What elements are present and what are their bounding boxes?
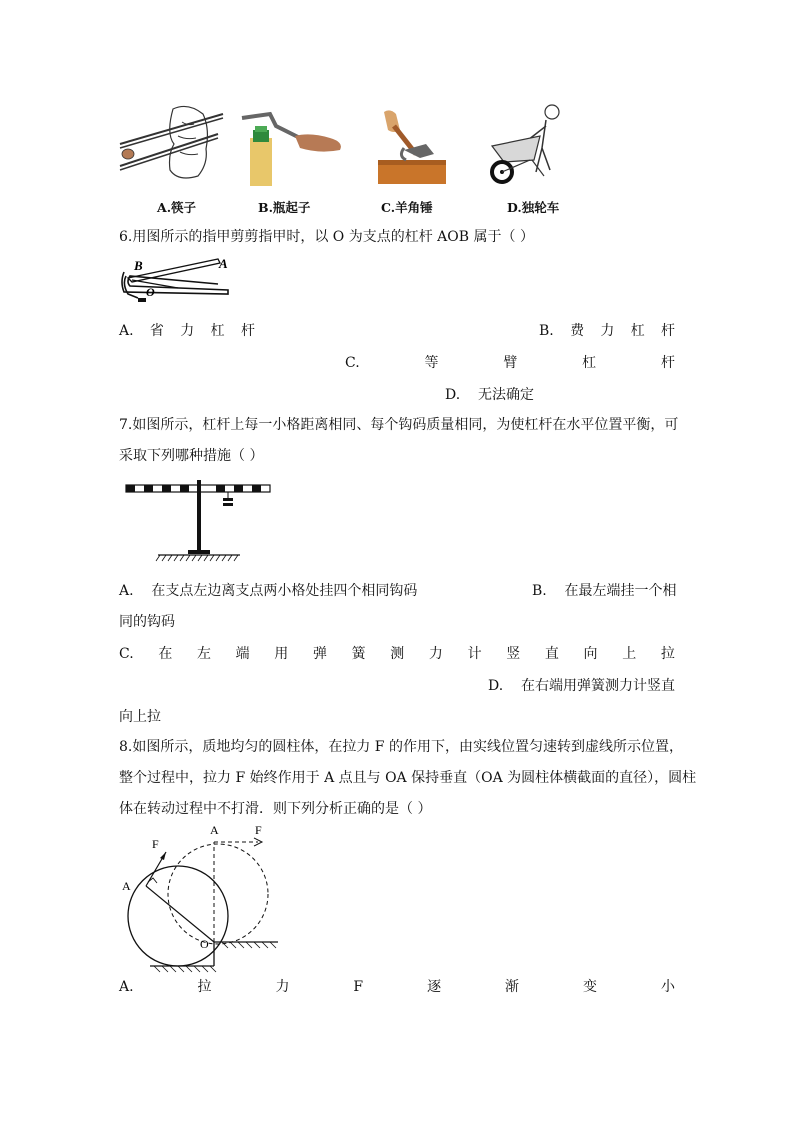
q6-option-c-char: C. [345,355,360,371]
q7-option-c-char: C. [119,646,134,662]
q6-label-b: B [134,258,143,273]
q7-option-b-part2[interactable]: 同的钩码 [119,614,175,630]
q8-stem-line2: 整个过程中，拉力 F 始终作用于 A 点且与 OA 保持垂直（OA 为圆柱体横截面的直径），圆柱 [119,770,697,786]
nail-clipper-figure [118,254,234,312]
q8-option-a-char: 小 [660,979,675,995]
q7-option-c-char: 计 [467,646,482,662]
q7-option-c-char: 左 [196,646,211,662]
q8-option-a-char: 力 [275,979,290,995]
q6-option-b-char: 杆 [661,323,675,339]
q6-option-b-char: B. [539,323,554,339]
q6-option-c-char: 等 [424,355,439,371]
q8-label-f-left: F [152,837,159,851]
q7-option-c-char: 上 [622,646,637,662]
q7-option-a[interactable]: A. 在支点左边离支点两小格处挂四个相同钩码 [119,583,418,599]
q6-option-c-char: 杠 [582,355,597,371]
fig5-caption-d: D.独轮车 [507,200,560,215]
q8-label-f-top: F [255,823,262,837]
lever-balance-figure [126,478,274,566]
q7-stem-line1: 7.如图所示，杠杆上每一小格距离相同、每个钩码质量相同，为使杠杆在水平位置平衡，可 [119,417,679,433]
q6-option-a-char: 省 [149,323,164,339]
q8-label-o: O [200,937,209,951]
q7-option-c-char: 拉 [660,646,675,662]
q7-option-c-char: 弹 [312,646,327,662]
q7-stem-line2: 采取下列哪种措施（ ） [119,448,264,464]
q6-option-a[interactable] [119,321,255,341]
q6-label-o: O [146,285,155,299]
q8-label-a-top: A [210,823,219,837]
q6-option-a-char: A. [119,323,134,339]
q7-option-c-char: 竖 [506,646,521,662]
fig5-caption-c: C.羊角锤 [381,200,433,215]
q8-option-a-char: 变 [583,979,597,995]
q7-option-c-char: 在 [158,646,173,662]
wheelbarrow-illustration [484,100,584,186]
q8-option-a-char: F [353,979,364,995]
bottle-opener-illustration [240,108,350,186]
q8-label-a-left: A [122,879,131,893]
chopsticks-illustration [118,104,228,184]
q7-option-c-char: 向 [583,646,598,662]
q6-stem: 6.用图所示的指甲剪剪指甲时，以 O 为支点的杠杆 AOB 属于（ ） [119,229,534,245]
q7-option-c-char: 测 [390,646,405,662]
q7-option-c-char: 力 [428,646,443,662]
q8-stem-line1: 8.如图所示，质地均匀的圆柱体，在拉力 F 的作用下，由实线位置匀速转到虚线所示位置， [119,739,683,755]
q6-option-b-char: 力 [600,323,615,339]
q6-option-a-char: 力 [180,323,195,339]
q7-option-c-char: 直 [544,646,559,662]
q6-label-a: A [219,256,228,271]
q7-option-c-char: 簧 [351,646,366,662]
q7-option-c-char: 端 [235,646,250,662]
q6-option-b[interactable] [539,321,675,341]
q6-option-b-char: 费 [570,323,585,339]
fig5-caption-b: B.瓶起子 [258,200,311,215]
q6-option-c[interactable] [345,353,675,373]
q8-option-a-char: 逐 [427,979,442,995]
q6-option-a-char: 杆 [241,323,255,339]
fig5-caption-a: A.筷子 [157,200,197,215]
q7-option-d-part2[interactable]: 向上拉 [119,709,161,725]
q6-option-b-char: 杠 [630,323,645,339]
q7-option-d-part1[interactable]: D. 在右端用弹簧测力计竖直 [488,678,675,694]
q8-option-a-char: A. [119,979,134,995]
q7-option-c[interactable] [119,644,675,664]
q7-option-c-char: 用 [274,646,289,662]
claw-hammer-illustration [376,108,448,186]
q6-option-d[interactable]: D. 无法确定 [445,387,534,403]
q6-option-c-char: 臂 [503,355,518,371]
q6-option-c-char: 杆 [660,355,675,371]
rolling-cylinder-figure [118,822,284,974]
q8-stem-line3: 体在转动过程中不打滑．则下列分析正确的是（ ） [119,801,432,817]
q6-option-a-char: 杠 [210,323,225,339]
q8-option-a-char: 渐 [505,979,520,995]
q8-option-a-char: 拉 [197,979,212,995]
q8-option-a[interactable] [119,977,675,997]
q7-option-b-part1[interactable]: B. 在最左端挂一个相 [532,583,677,599]
